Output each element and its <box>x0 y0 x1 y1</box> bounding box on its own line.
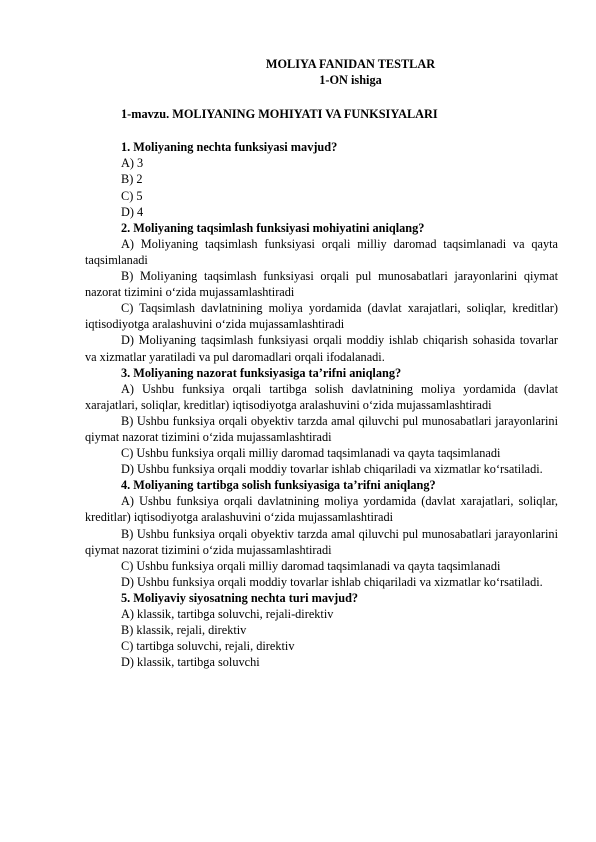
answer-option: A) klassik, tartibga soluvchi, rejali-direktiv <box>121 607 334 621</box>
question-text: 4. Moliyaning tartibga solish funksiyasiga ta’rifni aniqlang? <box>121 478 436 493</box>
question-block <box>85 365 558 478</box>
document-page <box>85 56 558 670</box>
question-block <box>85 220 558 365</box>
question-text: 2. Moliyaning taqsimlash funksiyasi mohiyatini aniqlang? <box>121 220 425 235</box>
answer-option: C) tartibga soluvchi, rejali, direktiv <box>121 639 295 654</box>
answer-option: B) 2 <box>121 172 143 187</box>
answer-option: C) Taqsimlash davlatnining moliya yordamida (davlat xarajatlari, soliqlar, kreditlar) iqtisodiyotga aralashuvini o‘zida mujassamlashtiradi <box>85 301 558 332</box>
answer-option: A) 3 <box>121 156 144 171</box>
answer-option: B) Ushbu funksiya orqali obyektiv tarzda amal qiluvchi pul munosabatlari jarayonlarini qiymat nazorat tizimini o‘zida mujassamlashtiradi <box>85 413 558 444</box>
answer-option: C) 5 <box>121 188 143 203</box>
question-block <box>85 139 558 219</box>
question-text: 5. Moliyaviy siyosatning nechta turi mavjud? <box>121 590 359 605</box>
question-block <box>85 590 558 670</box>
question-text: 3. Moliyaning nazorat funksiyasiga ta’rifni aniqlang? <box>121 365 402 380</box>
answer-option: B) klassik, rejali, direktiv <box>121 623 247 638</box>
answer-option: D) Ushbu funksiya orqali moddiy tovarlar ishlab chiqariladi va xizmatlar ko‘rsatiladi. <box>121 462 543 477</box>
answer-option: D) Ushbu funksiya orqali moddiy tovarlar ishlab chiqariladi va xizmatlar ko‘rsatiladi. <box>121 574 543 589</box>
answer-option: C) Ushbu funksiya orqali milliy daromad taqsimlanadi va qayta taqsimlanadi <box>121 446 501 461</box>
answer-option: A) Moliyaning taqsimlash funksiyasi orqali milliy daromad taqsimlanadi va qayta taqsimlanadi <box>85 236 558 267</box>
question-text: 1. Moliyaning nechta funksiyasi mavjud? <box>121 140 338 155</box>
answer-option: B) Ushbu funksiya orqali obyektiv tarzda amal qiluvchi pul munosabatlari jarayonlarini qiymat nazorat tizimini o‘zida mujassamlashtiradi <box>85 526 558 557</box>
answer-option: A) Ushbu funksiya orqali davlatnining moliya yordamida (davlat xarajatlari, soliqlar, kreditlar) iqtisodiyotga aralashuvini o‘zida mujassamlashtiradi <box>85 494 558 525</box>
answer-option: D) Moliyaning taqsimlash funksiyasi orqali moddiy ishlab chiqarish sohasida tovarlar va xizmatlar yaratiladi va pul daromadlari orqali ifodalanadi. <box>85 333 558 364</box>
answer-option: A) Ushbu funksiya orqali tartibga solish davlatnining moliya yordamida (davlat xarajatlari, soliqlar, kreditlar) iqtisodiyotga aralashuvini o‘zida mujassamlashtiradi <box>85 381 558 412</box>
answer-option: D) klassik, tartibga soluvchi <box>121 655 260 670</box>
answer-option: C) Ushbu funksiya orqali milliy daromad taqsimlanadi va qayta taqsimlanadi <box>121 558 501 573</box>
document-title: MOLIYA FANIDAN TESTLAR <box>265 57 436 71</box>
answer-option: B) Moliyaning taqsimlash funksiyasi orqali pul munosabatlari jarayonlarini qiymat nazorat tizimini o‘zida mujassamlashtiradi <box>85 269 558 300</box>
document-subtitle: 1-ON ishiga <box>319 73 382 88</box>
answer-option: D) 4 <box>121 204 144 219</box>
topic-heading: 1-mavzu. MOLIYANING MOHIYATI VA FUNKSIYALARI <box>121 107 438 122</box>
question-block <box>85 477 558 590</box>
